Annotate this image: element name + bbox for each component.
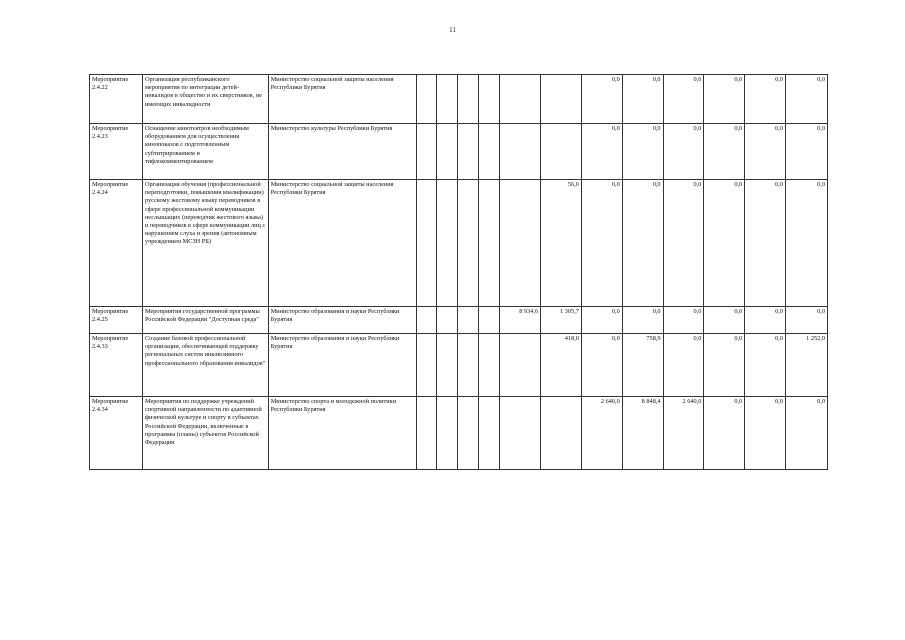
value-cell xyxy=(437,307,458,334)
value-cell xyxy=(500,334,541,397)
value-cell: 8 848,4 xyxy=(622,397,663,470)
value-cell xyxy=(416,180,437,307)
event-name-cell: Создание базовой профессиональной организации, обеспечивающей поддержку региональных систем инклюзивного профессионального образования инвалидов" xyxy=(142,334,268,397)
executor-cell: Министерство образования и науки Республики Бурятия xyxy=(268,307,416,334)
value-cell xyxy=(437,397,458,470)
value-cell: 0,0 xyxy=(786,75,828,124)
value-cell xyxy=(416,397,437,470)
value-cell xyxy=(500,75,541,124)
event-code-cell: Мероприятие 2.4.33 xyxy=(90,334,143,397)
value-cell xyxy=(479,334,500,397)
event-code-cell: Мероприятие 2.4.25 xyxy=(90,307,143,334)
executor-cell: Министерство социальной защиты населения Республики Бурятия xyxy=(268,75,416,124)
value-cell: 0,0 xyxy=(704,397,745,470)
table-row xyxy=(90,124,828,180)
value-cell: 8 934,6 xyxy=(500,307,541,334)
event-name-cell: Оснащение кинотеатров необходимым оборудованием для осуществления кинопоказов с подготовленным субтитрированием и тифлокомментированием xyxy=(142,124,268,180)
value-cell xyxy=(479,75,500,124)
executor-cell: Министерство образования и науки Республики Бурятия xyxy=(268,334,416,397)
value-cell: 0,0 xyxy=(581,75,622,124)
page-number: 11 xyxy=(449,26,456,34)
event-name-cell: Мероприятия по поддержке учреждений спортивной направленности по адаптивной физической культуре и спорту в субъектах Российской Федерации, включенные в программы (планы) субъектов Российской Федерации xyxy=(142,397,268,470)
value-cell: 2 640,0 xyxy=(663,397,704,470)
value-cell: 56,0 xyxy=(541,180,582,307)
value-cell: 0,0 xyxy=(704,180,745,307)
event-name-cell: Мероприятия государственной программы Российской Федерации "Доступная среда" xyxy=(142,307,268,334)
value-cell: 0,0 xyxy=(663,75,704,124)
event-code-cell: Мероприятие 2.4.24 xyxy=(90,180,143,307)
value-cell xyxy=(458,124,479,180)
value-cell: 0,0 xyxy=(622,307,663,334)
value-cell: 0,0 xyxy=(663,334,704,397)
value-cell xyxy=(416,124,437,180)
value-cell xyxy=(458,397,479,470)
value-cell: 1 252,0 xyxy=(786,334,828,397)
value-cell: 0,0 xyxy=(786,307,828,334)
value-cell: 0,0 xyxy=(745,334,786,397)
value-cell: 0,0 xyxy=(581,124,622,180)
value-cell: 0,0 xyxy=(663,124,704,180)
value-cell: 0,0 xyxy=(745,124,786,180)
value-cell: 418,0 xyxy=(541,334,582,397)
value-cell: 0,0 xyxy=(622,180,663,307)
value-cell: 0,0 xyxy=(786,180,828,307)
table-row xyxy=(90,307,828,334)
value-cell: 0,0 xyxy=(581,180,622,307)
value-cell xyxy=(541,124,582,180)
value-cell: 1 305,7 xyxy=(541,307,582,334)
executor-cell: Министерство спорта и молодежной политики Республики Бурятия xyxy=(268,397,416,470)
value-cell: 0,0 xyxy=(704,334,745,397)
value-cell: 0,0 xyxy=(704,124,745,180)
table-row xyxy=(90,180,828,307)
executor-cell: Министерство культуры Республики Бурятия xyxy=(268,124,416,180)
value-cell: 0,0 xyxy=(622,124,663,180)
value-cell: 0,0 xyxy=(704,307,745,334)
value-cell xyxy=(479,307,500,334)
value-cell xyxy=(416,307,437,334)
value-cell xyxy=(479,180,500,307)
value-cell xyxy=(458,307,479,334)
value-cell xyxy=(479,397,500,470)
value-cell xyxy=(437,334,458,397)
executor-cell: Министерство социальной защиты населения Республики Бурятия xyxy=(268,180,416,307)
value-cell: 0,0 xyxy=(745,397,786,470)
value-cell: 0,0 xyxy=(745,75,786,124)
value-cell xyxy=(500,180,541,307)
value-cell: 2 640,0 xyxy=(581,397,622,470)
event-code-cell: Мероприятие 2.4.23 xyxy=(90,124,143,180)
value-cell xyxy=(437,75,458,124)
value-cell xyxy=(500,124,541,180)
value-cell xyxy=(437,180,458,307)
table-row xyxy=(90,397,828,470)
program-table xyxy=(89,74,828,470)
value-cell xyxy=(479,124,500,180)
event-code-cell: Мероприятие 2.4.22 xyxy=(90,75,143,124)
value-cell: 0,0 xyxy=(622,75,663,124)
value-cell xyxy=(458,75,479,124)
value-cell: 758,9 xyxy=(622,334,663,397)
value-cell: 0,0 xyxy=(745,180,786,307)
value-cell: 0,0 xyxy=(663,180,704,307)
value-cell: 0,0 xyxy=(704,75,745,124)
event-code-cell: Мероприятие 2.4.34 xyxy=(90,397,143,470)
table-row xyxy=(90,75,828,124)
event-name-cell: Организация республиканского мероприятия по интеграции детей-инвалидов в общество и их сверстников, не имеющих инвалидности xyxy=(142,75,268,124)
value-cell: 0,0 xyxy=(786,124,828,180)
value-cell xyxy=(458,180,479,307)
value-cell xyxy=(541,397,582,470)
value-cell xyxy=(541,75,582,124)
value-cell: 0,0 xyxy=(581,334,622,397)
value-cell: 0,0 xyxy=(663,307,704,334)
value-cell xyxy=(437,124,458,180)
value-cell xyxy=(416,75,437,124)
value-cell: 0,0 xyxy=(786,397,828,470)
event-name-cell: Организация обучения (профессиональной переподготовки, повышения квалификации) русскому жестовому языку переводчиков в сфере профессиональной коммуникации неслышащих (переводчик жестового языка) и переводчиков в сфере коммуникации лиц с нарушением слуха и зрения (автономным учреждением МСЗН РБ) xyxy=(142,180,268,307)
value-cell: 0,0 xyxy=(581,307,622,334)
value-cell xyxy=(500,397,541,470)
value-cell xyxy=(416,334,437,397)
table-row xyxy=(90,334,828,397)
value-cell: 0,0 xyxy=(745,307,786,334)
value-cell xyxy=(458,334,479,397)
